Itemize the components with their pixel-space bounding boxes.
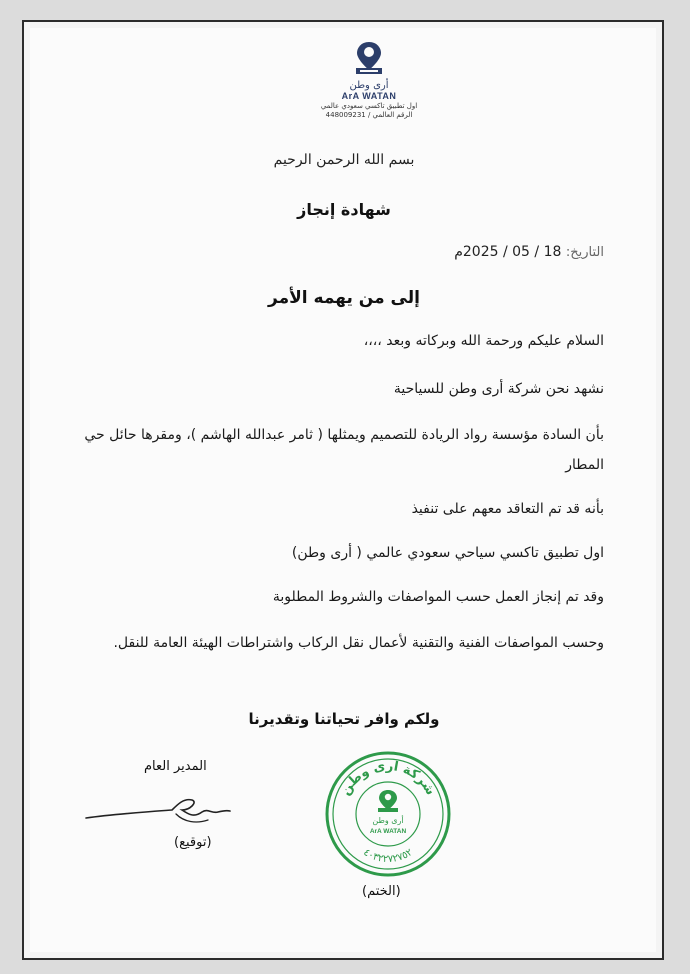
map-pin-logo-icon (352, 40, 386, 76)
certificate-title: شهادة إنجاز (297, 200, 391, 219)
recipient-heading: إلى من يهمه الأمر (268, 288, 420, 308)
stamp-label: (الختم) (362, 884, 401, 899)
logo-arabic-name: أرى وطن (349, 80, 389, 91)
body-paragraph: اول تطبيق تاكسي سياحي سعودي عالمي ( أرى وطن) (291, 545, 604, 561)
stamp-pin-icon (378, 790, 398, 812)
date-line (454, 244, 604, 260)
body-paragraph: وقد تم إنجاز العمل حسب المواصفات والشروط المطلوبة (272, 589, 604, 605)
logo-tagline: اول تطبيق تاكسي سعودي عالمي (320, 102, 418, 110)
logo-english-name: ArA WATAN (341, 91, 397, 101)
body-paragraph: بأنه قد تم التعاقد معهم على تنفيذ (411, 501, 604, 517)
signature-label: (توقيع) (174, 835, 212, 850)
certificate-page (22, 20, 664, 960)
svg-text:٤٠٣٢٢٧٢٧٥٢ (361, 847, 415, 865)
greeting-paragraph: السلام عليكم ورحمة الله وبركاته وبعد ،،،، (363, 333, 604, 349)
manager-title: المدير العام (144, 759, 207, 774)
stamp-ring-text: شركة ارى وطن (338, 758, 438, 799)
stamp-number: ٤٠٣٢٢٧٢٧٥٢ (361, 847, 415, 866)
stamp-inner-english: ArA WATAN (369, 828, 407, 835)
body-paragraph: بأن السادة مؤسسة رواد الريادة للتصميم ويمثلها ( ثامر عبدالله الهاشم )، ومقرها حائل حي المطار (84, 427, 604, 473)
closing-line: ولكم وافر تحياتنا وتقديرنا (248, 710, 440, 728)
handwritten-signature (84, 784, 234, 830)
stamp-inner-arabic: أرى وطن (372, 816, 404, 825)
company-stamp (324, 750, 452, 878)
date-label: التاريخ: (565, 245, 604, 260)
letterhead (294, 40, 444, 120)
body-paragraph: وحسب المواصفات الفنية والتقنية لأعمال نقل الركاب واشتراطات الهيئة العامة للنقل. (113, 635, 604, 651)
logo-intl-number: الرقم العالمي / 448009231 (325, 111, 413, 119)
date-value: 18 / 05 / 2025م (454, 244, 562, 260)
basmala: بسم الله الرحمن الرحيم (273, 152, 415, 168)
body-paragraph: نشهد نحن شركة أرى وطن للسياحية (393, 381, 604, 397)
